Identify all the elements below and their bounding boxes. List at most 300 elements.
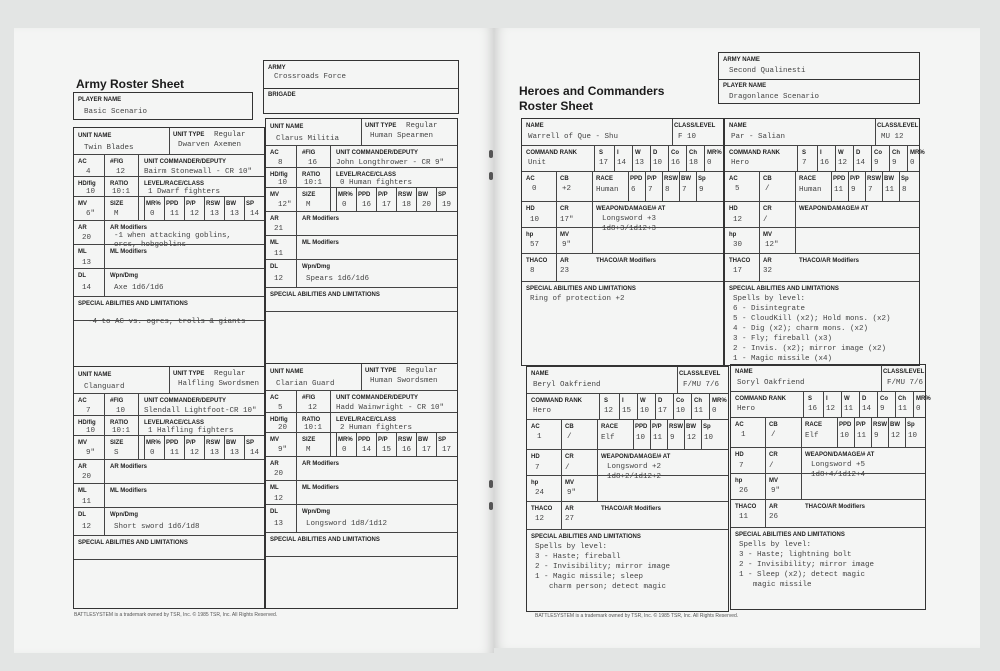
field-value: 12 xyxy=(604,407,614,415)
field-value: 12" xyxy=(765,241,779,249)
field-label: UNIT NAME xyxy=(78,133,112,139)
commander-value: Hadd Wainwright - CR 10" xyxy=(336,404,445,412)
field-value: 0 xyxy=(916,405,921,413)
field-label: UNIT COMMANDER/DEPUTY xyxy=(144,159,226,165)
field-label: CLASS/LEVEL xyxy=(674,123,716,129)
field-value: 15 xyxy=(382,446,392,454)
field-value: 16 xyxy=(308,159,318,167)
field-label: Co xyxy=(880,396,888,402)
field-label: RSW xyxy=(867,176,881,182)
field-label: HD xyxy=(531,454,540,460)
special-line: 2 - Invis. (x2); mirror image (x2) xyxy=(733,345,887,353)
field-value: 9 xyxy=(892,159,897,167)
field-value: 12 xyxy=(274,275,284,283)
field-label: UNIT NAME xyxy=(270,369,304,375)
field-value: / xyxy=(771,431,776,439)
field-label: MR% xyxy=(916,396,931,402)
field-value: 24 xyxy=(535,489,545,497)
army-brigade-box: ARMY Crossroads Force BRIGADE xyxy=(263,60,459,114)
field-label: PPD xyxy=(166,440,179,446)
field-value: 10 xyxy=(653,159,663,167)
special-line: Ring of protection +2 xyxy=(530,295,625,303)
field-value: 14 xyxy=(362,446,372,454)
field-value: 26 xyxy=(739,487,749,495)
field-label: SIZE xyxy=(302,192,316,198)
field-value: 20 xyxy=(82,234,92,242)
unit-name-value: Twin Blades xyxy=(84,144,134,152)
field-label: CLASS/LEVEL xyxy=(679,371,721,377)
field-value: 32 xyxy=(763,267,773,275)
field-label: D xyxy=(653,150,658,156)
field-label: CR xyxy=(560,206,569,212)
field-value: 8 xyxy=(278,159,283,167)
field-label: SP xyxy=(246,440,255,446)
race-value: Human xyxy=(596,186,619,194)
field-value: 20 xyxy=(422,201,432,209)
field-value: 17 xyxy=(733,267,743,275)
field-label: AR xyxy=(560,258,569,264)
field-value: 14 xyxy=(856,159,866,167)
field-value: 18 xyxy=(402,201,412,209)
field-label: ML xyxy=(270,240,279,246)
special-line: magic missile xyxy=(753,581,812,589)
field-label: SP xyxy=(438,192,447,198)
field-label: W xyxy=(635,150,641,156)
damage-value: 1d8+3/1d12+3 xyxy=(602,225,657,233)
field-value: 1 xyxy=(741,431,746,439)
class-level-value: F 10 xyxy=(678,133,697,141)
field-value: 14 xyxy=(862,405,872,413)
field-label: W xyxy=(844,396,850,402)
field-value: 7 xyxy=(535,464,540,472)
field-label: HD xyxy=(526,206,535,212)
unit-type-value: Regular xyxy=(406,122,438,130)
field-value: 57 xyxy=(530,241,540,249)
field-label: ML Modifiers xyxy=(110,249,147,255)
field-value: 8 xyxy=(665,186,670,194)
field-label: CR xyxy=(565,454,574,460)
special-line: 4 - Dig (x2); charm mons. (x2) xyxy=(733,325,869,333)
field-label: AC xyxy=(729,176,738,182)
field-value: 12 xyxy=(826,405,836,413)
field-label: Co xyxy=(676,398,684,404)
field-label: THACO/AR Modifiers xyxy=(601,506,661,512)
field-label: ML Modifiers xyxy=(302,485,339,491)
field-label: MV xyxy=(565,480,574,486)
field-label: UNIT TYPE xyxy=(173,371,205,377)
field-label: MV xyxy=(560,232,569,238)
field-label: Co xyxy=(874,150,882,156)
field-value: 20 xyxy=(274,470,284,478)
field-value: 10 xyxy=(86,427,96,435)
player-name-box: PLAYER NAME Basic Scenario xyxy=(73,92,253,120)
field-label: RACE xyxy=(601,424,619,430)
command-rank-value: Hero xyxy=(737,405,756,413)
field-label: BW xyxy=(418,437,428,443)
hero-card xyxy=(526,366,729,612)
field-label: SIZE xyxy=(302,437,316,443)
field-label: I xyxy=(617,150,619,156)
field-label: COMMAND RANK xyxy=(531,398,582,404)
player-name-value-right: Dragonlance Scenario xyxy=(729,93,820,101)
special-line: Spells by level: xyxy=(733,295,806,303)
field-value: 14 xyxy=(250,210,260,218)
field-label: RACE xyxy=(805,422,823,428)
field-label: CR xyxy=(763,206,772,212)
special-line: Spells by level: xyxy=(739,541,812,549)
hero-name-value: Soryl Oakfriend xyxy=(737,379,805,387)
field-value: / xyxy=(769,462,774,470)
weapon-value: Longsword +2 xyxy=(607,463,662,471)
field-label: Sp xyxy=(698,176,706,182)
field-value: 1 xyxy=(537,433,542,441)
special-line: 1 - Magic missile (x4) xyxy=(733,355,833,363)
class-level-value: F/MU 7/6 xyxy=(887,379,924,387)
field-label: MV xyxy=(78,201,87,207)
field-value: M xyxy=(306,446,311,454)
field-label: AR Modifiers xyxy=(302,461,340,467)
field-label: SIZE xyxy=(110,201,124,207)
field-value: 10 xyxy=(640,407,650,415)
field-value: 16 xyxy=(671,159,681,167)
unit-type-detail: Dwarven Axemen xyxy=(178,141,242,149)
field-label: UNIT TYPE xyxy=(173,132,205,138)
field-value: 10:1 xyxy=(304,424,323,432)
field-label: RATIO xyxy=(302,172,321,178)
field-value: 12 xyxy=(687,434,697,442)
field-label: COMMAND RANK xyxy=(735,396,786,402)
special-line: 1 - Magic missile; sleep xyxy=(535,573,644,581)
hero-card xyxy=(521,118,724,366)
field-value: 13 xyxy=(635,159,645,167)
field-label: P/P xyxy=(856,422,866,428)
field-label: P/P xyxy=(186,201,196,207)
field-value: 13 xyxy=(210,449,220,457)
field-label: S xyxy=(599,150,604,156)
field-value: 23 xyxy=(560,267,570,275)
hero-name-value: Beryl Oakfriend xyxy=(533,381,601,389)
field-value: M xyxy=(306,201,311,209)
level-race-class-value: 2 Human fighters xyxy=(340,424,413,432)
field-label: HD/fig xyxy=(78,181,96,187)
special-line: 1 - Sleep (x2); detect magic xyxy=(739,571,866,579)
field-label: RSW xyxy=(206,440,220,446)
field-value: / xyxy=(565,464,570,472)
field-label: MR% xyxy=(338,192,353,198)
field-label: COMMAND RANK xyxy=(526,150,577,156)
army-name-value: Second Qualinesti xyxy=(729,67,806,75)
field-value: 7 xyxy=(802,159,807,167)
field-label: AR Modifiers xyxy=(110,225,148,231)
field-label: AR xyxy=(769,504,778,510)
field-value: 11 xyxy=(274,250,284,258)
commander-value: John Longthrower - CR 9" xyxy=(336,159,445,167)
field-label: WEAPON/DAMAGE/# AT xyxy=(805,452,875,458)
field-label: LEVEL/RACE/CLASS xyxy=(336,417,397,423)
field-label: CLASS/LEVEL xyxy=(883,369,925,375)
field-label: AR xyxy=(565,506,574,512)
army-value: Crossroads Force xyxy=(274,73,347,81)
field-label: BW xyxy=(418,192,428,198)
weapon-damage-value: Longsword 1d8/1d12 xyxy=(306,520,388,528)
field-label: I xyxy=(826,396,828,402)
field-label: NAME xyxy=(531,371,549,377)
field-label: THACO/AR Modifiers xyxy=(596,258,656,264)
field-value: 6 xyxy=(631,186,636,194)
field-value: 17" xyxy=(560,216,574,224)
weapon-value: Longsword +5 xyxy=(811,461,866,469)
field-label: Wpn/Dmg xyxy=(110,512,138,518)
commander-value: Bairm Stonewall - CR 10" xyxy=(144,168,253,176)
field-label: hp xyxy=(729,232,737,238)
field-label: UNIT COMMANDER/DEPUTY xyxy=(336,150,418,156)
field-label: UNIT COMMANDER/DEPUTY xyxy=(336,395,418,401)
special-line: Spells by level: xyxy=(535,543,608,551)
command-rank-value: Hero xyxy=(731,159,750,167)
field-label: W xyxy=(640,398,646,404)
unit-card xyxy=(73,127,265,367)
field-label: THACO xyxy=(531,506,553,512)
field-label: RSW xyxy=(398,192,412,198)
field-label: Wpn/Dmg xyxy=(302,509,330,515)
field-label: DL xyxy=(78,512,86,518)
field-value: 7 xyxy=(868,186,873,194)
field-label: AC xyxy=(270,150,279,156)
field-label: PPD xyxy=(635,424,648,430)
damage-value: 1d8+2/1d12+2 xyxy=(607,473,662,481)
field-value: 26 xyxy=(769,513,779,521)
field-value: 13 xyxy=(230,449,240,457)
field-value: 8 xyxy=(530,267,535,275)
field-label: CR xyxy=(769,452,778,458)
field-label: ML xyxy=(78,488,87,494)
army-roster-title: Army Roster Sheet xyxy=(76,77,185,91)
unit-name-value: Clarus Militia xyxy=(276,135,340,143)
field-label: UNIT NAME xyxy=(78,372,112,378)
field-label: P/P xyxy=(850,176,860,182)
field-label: S xyxy=(604,398,609,404)
unit-name-value: Clarian Guard xyxy=(276,380,335,388)
field-value: 13 xyxy=(82,259,92,267)
field-label: WEAPON/DAMAGE/# AT xyxy=(596,206,666,212)
field-label: RATIO xyxy=(110,420,129,426)
unit-card xyxy=(73,366,265,609)
ar-modifier-value: -1 when attacking goblins, orcs, hobgoblins xyxy=(114,232,232,249)
field-label: MV xyxy=(763,232,772,238)
field-value: 0 xyxy=(150,449,155,457)
field-label: ML Modifiers xyxy=(302,240,339,246)
field-value: 9" xyxy=(562,241,572,249)
field-label: D xyxy=(862,396,867,402)
field-label: SP xyxy=(438,437,447,443)
field-label: P/P xyxy=(647,176,657,182)
field-value: 20 xyxy=(278,424,288,432)
field-label: hp xyxy=(531,480,539,486)
field-label: HD/fig xyxy=(270,172,288,178)
field-label: SPECIAL ABILITIES AND LIMITATIONS xyxy=(526,286,636,292)
weapon-damage-value: Short sword 1d6/1d8 xyxy=(114,523,200,531)
field-label: SIZE xyxy=(110,440,124,446)
field-value: 10:1 xyxy=(112,188,131,196)
field-label: Sp xyxy=(907,422,915,428)
field-value: 11 xyxy=(653,434,663,442)
field-value: 7 xyxy=(682,186,687,194)
field-label: SP xyxy=(246,201,255,207)
damage-value: 1d8+4/1d12+4 xyxy=(811,471,866,479)
field-label: NAME xyxy=(526,123,544,129)
field-label: PPD xyxy=(358,437,371,443)
weapon-damage-value: Spears 1d6/1d6 xyxy=(306,275,370,283)
field-value: 16 xyxy=(808,405,818,413)
field-label: AR xyxy=(270,216,279,222)
unit-type-detail: Human Swordsmen xyxy=(370,377,438,385)
field-label: MV xyxy=(270,437,279,443)
field-label: S xyxy=(802,150,807,156)
field-label: PPD xyxy=(166,201,179,207)
footer-right: BATTLESYSTEM is a trademark owned by TSR, Inc. © 1985 TSR, Inc. All Rights Reserved. xyxy=(535,613,739,619)
field-value: 11 xyxy=(857,432,867,440)
field-value: 11 xyxy=(834,186,844,194)
field-label: HD xyxy=(735,452,744,458)
field-label: CB xyxy=(565,424,574,430)
field-label: BW xyxy=(681,176,691,182)
field-value: 20 xyxy=(82,473,92,481)
field-value: 0 xyxy=(342,201,347,209)
unit-card xyxy=(265,118,458,364)
field-label: SPECIAL ABILITIES AND LIMITATIONS xyxy=(270,292,380,298)
field-label: AR xyxy=(763,258,772,264)
special-line: 6 - Disintegrate xyxy=(733,305,806,313)
field-label: AC xyxy=(531,424,540,430)
field-label: AR xyxy=(78,464,87,470)
field-value: 16 xyxy=(402,446,412,454)
field-value: 10 xyxy=(86,188,96,196)
field-value: 14 xyxy=(250,449,260,457)
field-label: Sp xyxy=(703,424,711,430)
field-value: 0 xyxy=(910,159,915,167)
field-value: 17 xyxy=(442,446,452,454)
field-label: RATIO xyxy=(110,181,129,187)
field-label: CB xyxy=(769,422,778,428)
field-value: 18 xyxy=(689,159,699,167)
field-label: RSW xyxy=(206,201,220,207)
weapon-value: Longsword +3 xyxy=(602,215,657,223)
special-line: 3 - Fly; fireball (x3) xyxy=(733,335,833,343)
field-label: BW xyxy=(686,424,696,430)
field-label: HD/fig xyxy=(78,420,96,426)
field-label: LEVEL/RACE/CLASS xyxy=(144,181,205,187)
field-value: 12 xyxy=(733,216,743,224)
field-value: 15 xyxy=(622,407,632,415)
field-value: 12 xyxy=(274,495,284,503)
field-value: 10:1 xyxy=(112,427,131,435)
field-label: MV xyxy=(270,192,279,198)
field-value: 13 xyxy=(230,210,240,218)
field-value: 11 xyxy=(82,498,92,506)
field-value: 27 xyxy=(565,515,575,523)
field-value: 0 xyxy=(707,159,712,167)
field-label: THACO xyxy=(729,258,751,264)
hero-name-value: Warrell of Que - Shu xyxy=(528,133,619,141)
field-label: NAME xyxy=(729,123,747,129)
field-value: 17 xyxy=(658,407,668,415)
unit-type-value: Regular xyxy=(406,367,438,375)
field-label: Wpn/Dmg xyxy=(110,273,138,279)
field-value: 7 xyxy=(86,407,91,415)
hero-name-value: Par - Salian xyxy=(731,133,786,141)
unit-card xyxy=(265,363,458,609)
field-label: MR% xyxy=(146,201,161,207)
field-value: 9 xyxy=(851,186,856,194)
level-race-class-value: 1 Dwarf fighters xyxy=(148,188,221,196)
field-value: / xyxy=(763,216,768,224)
field-label: Ch xyxy=(892,150,900,156)
field-value: 17 xyxy=(422,446,432,454)
field-label: I xyxy=(622,398,624,404)
unit-type-value: Regular xyxy=(214,131,246,139)
field-label: WEAPON/DAMAGE/# AT xyxy=(601,454,671,460)
field-value: 6" xyxy=(86,210,96,218)
field-value: 12 xyxy=(308,404,318,412)
race-value: Elf xyxy=(805,432,819,440)
field-label: CB xyxy=(763,176,772,182)
unit-type-value: Regular xyxy=(214,370,246,378)
field-value: 13 xyxy=(210,210,220,218)
field-value: 10 xyxy=(116,407,126,415)
race-value: Elf xyxy=(601,434,615,442)
field-label: LEVEL/RACE/CLASS xyxy=(336,172,397,178)
field-label: DL xyxy=(78,273,86,279)
field-label: RACE xyxy=(596,176,614,182)
field-label: DL xyxy=(270,264,278,270)
field-value: 13 xyxy=(274,520,284,528)
field-label: PPD xyxy=(630,176,643,182)
field-label: AC xyxy=(78,398,87,404)
field-value: 9" xyxy=(86,449,96,457)
command-rank-value: Hero xyxy=(533,407,552,415)
field-value: 0 xyxy=(342,446,347,454)
field-label: AC xyxy=(78,159,87,165)
field-value: 17 xyxy=(599,159,609,167)
field-label: P/P xyxy=(378,192,388,198)
special-line: 2 - Invisibility; mirror image xyxy=(739,561,875,569)
field-label: I xyxy=(820,150,822,156)
field-value: 10 xyxy=(676,407,686,415)
field-label: Co xyxy=(671,150,679,156)
field-value: 12 xyxy=(190,210,200,218)
field-label: Ch xyxy=(898,396,906,402)
field-label: MR% xyxy=(707,150,722,156)
field-label: AC xyxy=(526,176,535,182)
field-label: UNIT TYPE xyxy=(365,123,397,129)
field-label: D xyxy=(856,150,861,156)
field-label: W xyxy=(838,150,844,156)
field-label: P/P xyxy=(378,437,388,443)
field-label: SPECIAL ABILITIES AND LIMITATIONS xyxy=(78,301,188,307)
field-value: 11 xyxy=(170,449,180,457)
field-value: +2 xyxy=(562,185,572,193)
field-value: 5 xyxy=(735,185,740,193)
field-label: UNIT TYPE xyxy=(365,368,397,374)
field-label: THACO/AR Modifiers xyxy=(805,504,865,510)
field-value: 0 xyxy=(150,210,155,218)
class-level-value: MU 12 xyxy=(881,133,904,141)
field-label: #FIG xyxy=(302,150,316,156)
field-value: 11 xyxy=(739,513,749,521)
field-label: P/P xyxy=(652,424,662,430)
field-value: 7 xyxy=(648,186,653,194)
field-label: MR% xyxy=(146,440,161,446)
